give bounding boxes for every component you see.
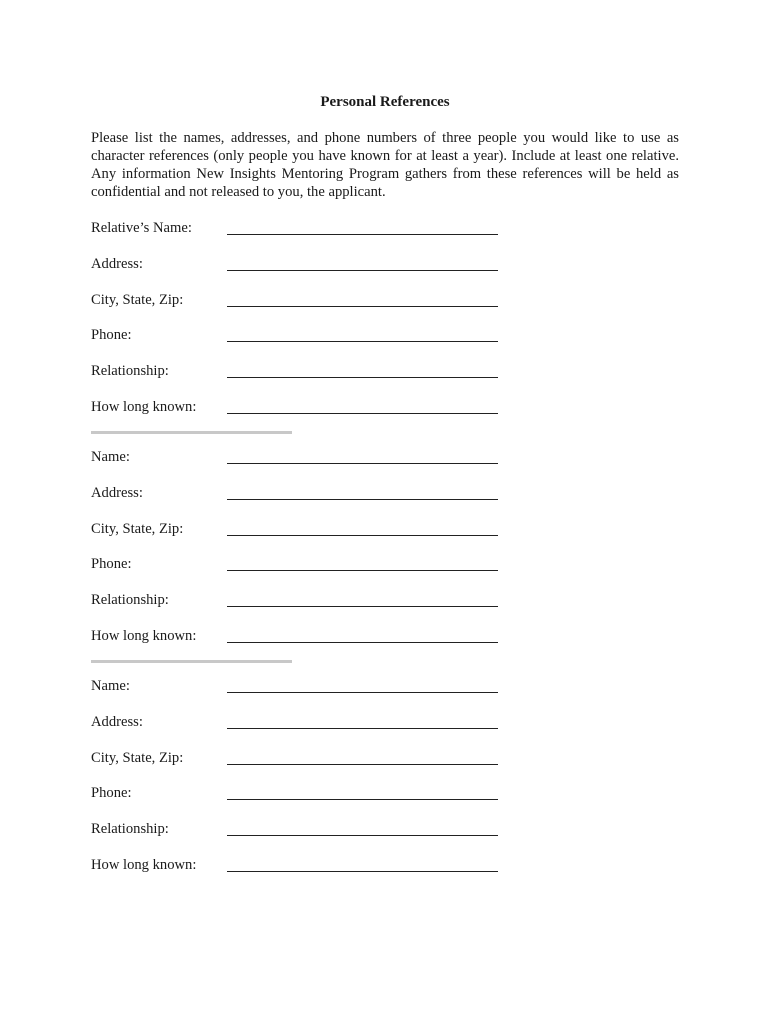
field-row-name: [91, 448, 511, 484]
field-label: City, State, Zip:: [91, 291, 184, 308]
reference-section-3: [91, 677, 511, 892]
field-label: Phone:: [91, 556, 132, 573]
field-label: Relationship:: [91, 363, 169, 380]
address-field[interactable]: [227, 270, 498, 271]
field-label: Name:: [91, 449, 130, 465]
field-label: Phone:: [91, 785, 132, 802]
page-title: Personal References: [320, 94, 450, 110]
field-label: How long known:: [91, 398, 197, 415]
section-divider: [91, 431, 292, 434]
field-row-address: [91, 255, 511, 291]
field-label: City, State, Zip:: [91, 520, 184, 537]
field-label: Address:: [91, 255, 143, 272]
field-label: Relationship:: [91, 592, 169, 609]
field-row-how-long-known: [91, 856, 511, 892]
address-field[interactable]: [227, 499, 498, 500]
field-label: City, State, Zip:: [91, 749, 184, 766]
city-state-zip-field[interactable]: [227, 764, 498, 765]
field-label: How long known:: [91, 627, 197, 644]
field-label: Phone:: [91, 327, 132, 344]
name-field[interactable]: [227, 692, 498, 693]
field-row-how-long-known: [91, 627, 511, 663]
field-row-relationship: [91, 820, 511, 856]
field-row-phone: [91, 555, 511, 591]
how-long-known-field[interactable]: [227, 642, 498, 643]
relationship-field[interactable]: [227, 606, 498, 607]
field-row-address: [91, 484, 511, 520]
field-row-address: [91, 713, 511, 749]
phone-field[interactable]: [227, 341, 498, 342]
relationship-field[interactable]: [227, 377, 498, 378]
how-long-known-field[interactable]: [227, 871, 498, 872]
field-label: Relationship:: [91, 821, 169, 838]
field-label: Address:: [91, 713, 143, 730]
city-state-zip-field[interactable]: [227, 306, 498, 307]
field-row-city-state-zip: [91, 520, 511, 556]
how-long-known-field[interactable]: [227, 413, 498, 414]
reference-section-1: [91, 219, 511, 434]
field-row-name: [91, 677, 511, 713]
field-row-how-long-known: [91, 398, 511, 434]
field-label: Address:: [91, 484, 143, 501]
field-row-phone: [91, 784, 511, 820]
reference-section-2: [91, 448, 511, 663]
section-divider: [91, 660, 292, 663]
field-row-phone: [91, 326, 511, 362]
field-row-city-state-zip: [91, 749, 511, 785]
phone-field[interactable]: [227, 799, 498, 800]
field-row-relationship: [91, 591, 511, 627]
relationship-field[interactable]: [227, 835, 498, 836]
intro-paragraph: Please list the names, addresses, and phone numbers of three people you would like to use as character references (only people you have known for at least a year). Include at least one relative. Any information New Insights Mentoring Program gathers from these references will be held as confidential and not released to you, the applicant.: [91, 130, 679, 200]
phone-field[interactable]: [227, 570, 498, 571]
field-row-relative-name: [91, 219, 511, 255]
field-row-relationship: [91, 362, 511, 398]
field-row-city-state-zip: [91, 291, 511, 327]
city-state-zip-field[interactable]: [227, 535, 498, 536]
field-label: How long known:: [91, 856, 197, 873]
address-field[interactable]: [227, 728, 498, 729]
field-label: Name:: [91, 678, 130, 694]
name-field[interactable]: [227, 463, 498, 464]
relative-name-field[interactable]: [227, 234, 498, 235]
field-label: Relative’s Name:: [91, 220, 192, 236]
